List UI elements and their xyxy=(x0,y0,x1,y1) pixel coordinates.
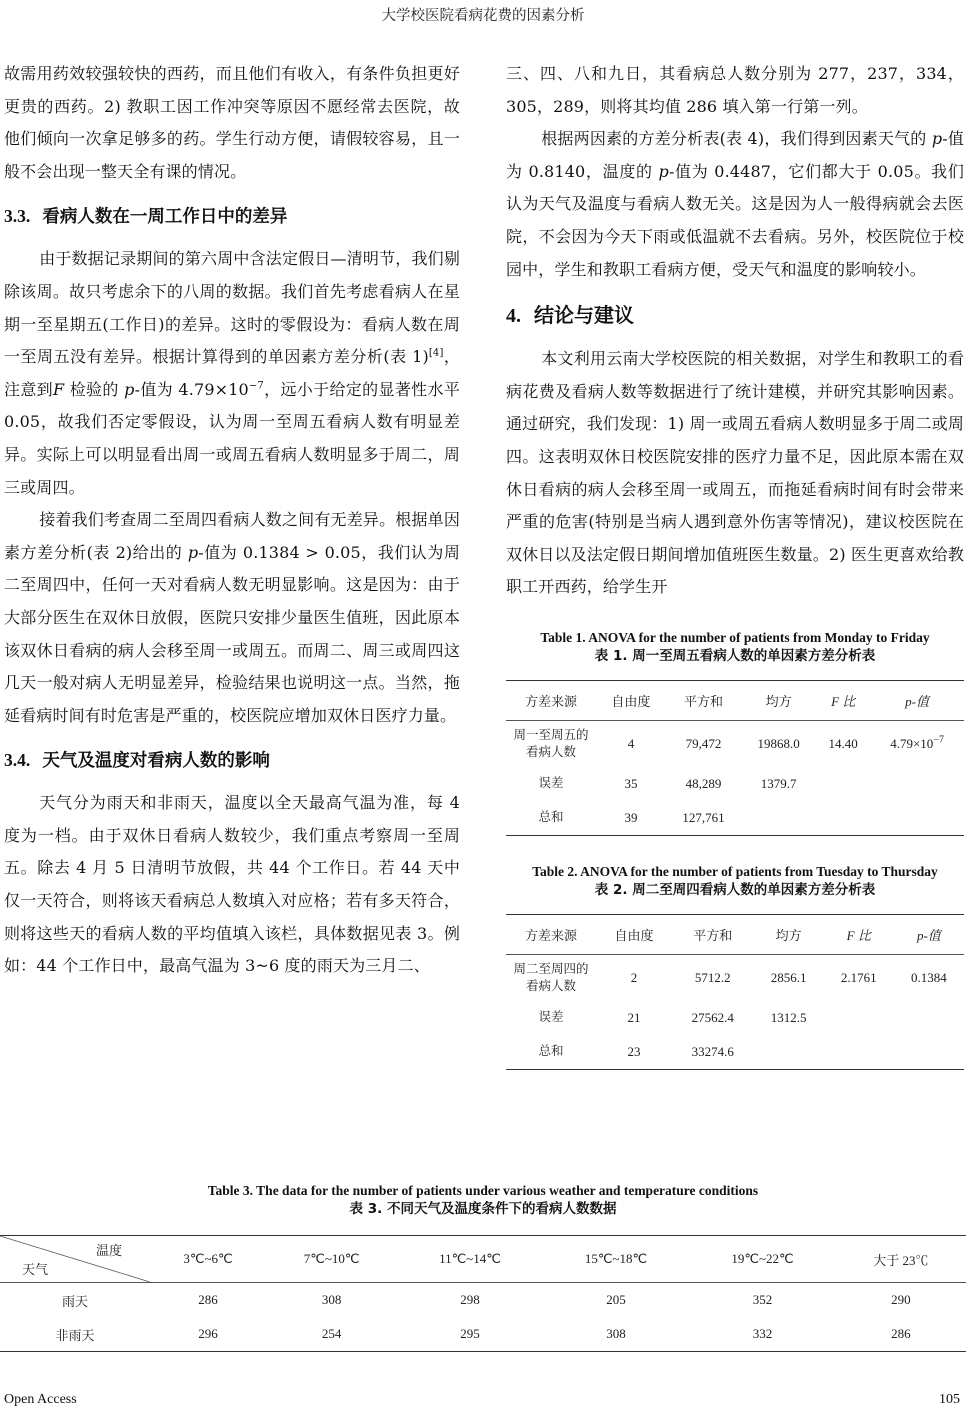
table-row xyxy=(506,801,964,836)
table-cell: 21 xyxy=(627,1009,641,1025)
column-header: 均方 xyxy=(741,680,816,720)
table-cell: 27562.4 xyxy=(691,1009,734,1025)
text-span: -值为 0.1384 > 0.05，我们认为周二至周四中，任何一天对看病人数无明显影响。这是因为：由于大部分医生在双休日放假，医院只安排少量医生值班，因此原本该双休日看病的病人会移至周一或周五。而周二、周三或周四这几天一般对病人无明显差异，检验结果也说明这一点。当然，拖延看病时间有时危害是严重的，校医院应增加双休日医疗力量。 xyxy=(4,542,460,725)
table-cell: 295 xyxy=(397,1317,542,1352)
paragraph-left-4: 天气分为雨天和非雨天，温度以全天最高气温为准，每 4 度为一档。由于双休日看病人数较少，我们重点考察周一至周五。除去 4 月 5 日清明节放假，共 44 个工作日。若 44 天中仅一天符合，则将该天看病总人数填入对应格；若有多天符合，则将这些天的看病人数的平均值填入该栏，具体数据见表 3。例如：44 个工作日中，最高气温为 3~6 度的雨天为三月二、 xyxy=(4,793,460,976)
row-label: 非雨天 xyxy=(0,1317,150,1352)
table-3-caption-zh: 表 3. 不同天气及温度条件下的看病人数数据 xyxy=(349,1201,617,1217)
text-span: ，注意到 xyxy=(4,347,460,399)
text-span: 根据两因素的方差分析表(表 4)，我们得到因素天气的 xyxy=(541,129,932,149)
p-exponent: −7 xyxy=(933,734,944,746)
paragraph-right-1: 三、四、八和九日，其看病总人数分别为 277，237，334，305，289，则将其均值 286 填入第一行第一列。 xyxy=(506,64,964,116)
section-title: 结论与建议 xyxy=(533,303,634,328)
row-label: 雨天 xyxy=(61,1293,88,1309)
diagonal-header-cell xyxy=(0,1236,150,1282)
table-3-block xyxy=(0,1183,966,1352)
corner-label-weather: 天气 xyxy=(22,1262,49,1277)
table-cell: 352 xyxy=(752,1292,773,1307)
table-cell: 39 xyxy=(596,801,666,836)
column-header: 15℃~18℃ xyxy=(543,1236,690,1283)
table-cell: 误差 xyxy=(538,1010,564,1025)
table-cell: 2856.1 xyxy=(770,969,807,985)
table-cell: 205 xyxy=(606,1292,626,1307)
table-cell: 23 xyxy=(596,1035,672,1070)
table-cell: 2.1761 xyxy=(840,969,877,985)
table-cell: 总和 xyxy=(506,1035,596,1070)
column-header: 3℃~6℃ xyxy=(150,1236,266,1283)
table-row xyxy=(506,954,964,1001)
text-span: 检验的 xyxy=(64,379,125,399)
citation-ref: [4] xyxy=(428,347,444,359)
math-p: p xyxy=(124,379,135,399)
column-header: 自由度 xyxy=(596,680,666,720)
table-cell: 35 xyxy=(624,775,638,791)
table-1-block xyxy=(506,630,964,836)
table-cell: 308 xyxy=(543,1317,690,1352)
table-cell xyxy=(870,720,964,767)
table-cell: 5712.2 xyxy=(694,969,731,985)
table-row xyxy=(506,720,964,767)
column-header: 大于 23℃ xyxy=(836,1236,966,1283)
math-p: p xyxy=(931,129,943,149)
paragraph-left-1: 故需用药效较强较快的西药，而且他们有收入，有条件负担更好更贵的西药。2) 教职工因工作冲突等原因不愿经常去医院，故他们倾向一次拿足够多的药。学生行动方便，请假较容易，且一般不会出现一整天全有课的情况。 xyxy=(4,64,460,181)
table-cell xyxy=(754,1035,824,1070)
table-cell: 286 xyxy=(198,1292,218,1307)
table-3 xyxy=(0,1235,966,1352)
table-cell: 1312.5 xyxy=(770,1009,807,1025)
math-exponent: −7 xyxy=(248,380,264,392)
column-header: 平方和 xyxy=(672,914,754,954)
table-row xyxy=(506,1035,964,1070)
table-2-caption-en: Table 2. ANOVA for the number of patients from Tuesday to Thursday xyxy=(532,863,938,879)
math-f: F xyxy=(53,379,65,399)
table-header-row xyxy=(506,680,964,720)
table-row xyxy=(0,1283,966,1318)
table-header-row xyxy=(506,914,964,954)
table-row xyxy=(0,1317,966,1352)
math-p: p xyxy=(658,161,669,181)
table-cell: 48,289 xyxy=(685,775,722,791)
paragraph-left-2 xyxy=(4,243,460,504)
column-header: p-值 xyxy=(870,680,964,720)
table-1 xyxy=(506,680,964,836)
column-header: 19℃~22℃ xyxy=(689,1236,836,1283)
table-cell: 332 xyxy=(689,1317,836,1352)
section-number: 3.3. xyxy=(4,206,31,227)
table-cell xyxy=(816,801,870,836)
table-cell xyxy=(870,801,964,836)
table-2 xyxy=(506,914,964,1070)
table-header-row xyxy=(0,1236,966,1283)
table-2-block xyxy=(506,864,964,1070)
table-cell xyxy=(894,1001,964,1035)
table-cell: 周一至周五的看病人数 xyxy=(513,727,589,759)
table-1-caption-zh: 表 1. 周一至周五看病人数的单因素方差分析表 xyxy=(594,647,876,664)
table-1-caption-en: Table 1. ANOVA for the number of patients from Monday to Friday xyxy=(540,629,930,645)
footer-open-access: Open Access xyxy=(4,1392,77,1407)
column-header: p-值 xyxy=(894,914,964,954)
section-3-4-heading xyxy=(4,744,460,777)
table-cell xyxy=(894,1035,964,1070)
column-header: F 比 xyxy=(824,914,894,954)
table-cell xyxy=(741,801,816,836)
table-cell xyxy=(870,767,964,801)
section-title: 看病人数在一周工作日中的差异 xyxy=(42,207,288,228)
column-header: 方差来源 xyxy=(506,680,596,720)
text-span: 接着我们考查周二至周四看病人数之间有无差异。根据单因素方差分析(表 2)给出的 xyxy=(4,510,460,562)
column-header: 7℃~10℃ xyxy=(266,1236,397,1283)
p-value: 4.79×10 xyxy=(890,735,934,751)
text-span: -值为 4.79×10 xyxy=(134,379,249,399)
section-title: 天气及温度对看病人数的影响 xyxy=(42,751,270,772)
text-span: -值为 0.4487，它们都大于 0.05。我们认为天气及温度与看病人数无关。这是因为人一般得病就会去医院，不会因为今天下雨或低温就不去看病。另外，校医院位于校园中，学生和教职工看病方便，受天气和温度的影响较小。 xyxy=(506,161,964,279)
table-cell: 296 xyxy=(150,1317,266,1352)
table-cell: 290 xyxy=(891,1292,911,1307)
column-header: 11℃~14℃ xyxy=(397,1236,542,1283)
table-cell: 4 xyxy=(627,735,635,751)
column-header: 方差来源 xyxy=(506,914,596,954)
table-cell: 286 xyxy=(836,1317,966,1352)
paragraph-left-3 xyxy=(4,504,460,732)
column-header: 自由度 xyxy=(596,914,672,954)
table-row xyxy=(506,1001,964,1035)
table-cell: 2 xyxy=(630,969,638,985)
table-cell xyxy=(824,1035,894,1070)
table-cell: 误差 xyxy=(538,776,564,791)
table-cell: 127,761 xyxy=(666,801,741,836)
paragraph-right-3: 本文利用云南大学校医院的相关数据，对学生和教职工的看病花费及看病人数等数据进行了统计建模，并研究其影响因素。通过研究，我们发现：1) 周一或周五看病人数明显多于周二或周四。这表明双休日校医院安排的医疗力量不足，因此原本需在双休日看病的病人会移至周一或周五，而拖延看病时间有时会带来严重的危害(特别是当病人遇到意外伤害等情况)，建议校医院在双休日以及法定假日期间增加值班医生数量。2) 医生更喜欢给教职工开西药，给学生开 xyxy=(506,349,965,597)
text-span: ，远小于给定的显著性水平 0.05，故我们否定零假设，认为周一至周五看病人数有明显差异。实际上可以明显看出周一或周五看病人数明显多于周二，周三或周四。 xyxy=(4,379,460,497)
corner-header xyxy=(0,1236,150,1283)
text-span: -值为 0.8140，温度的 xyxy=(506,129,964,181)
table-cell xyxy=(816,767,870,801)
section-4-heading xyxy=(506,298,964,333)
table-row xyxy=(506,767,964,801)
section-number: 3.4. xyxy=(4,750,31,771)
table-cell: 14.40 xyxy=(828,735,858,751)
section-number: 4. xyxy=(506,305,521,328)
table-cell xyxy=(824,1001,894,1035)
table-cell: 298 xyxy=(460,1292,480,1307)
table-cell: 周二至周四的看病人数 xyxy=(513,961,589,993)
right-column xyxy=(506,58,964,1070)
page-number: 105 xyxy=(939,1392,960,1407)
table-cell: 总和 xyxy=(506,801,596,836)
section-3-3-heading xyxy=(4,200,460,233)
paragraph-right-2 xyxy=(506,123,964,286)
math-p: p xyxy=(187,542,199,562)
table-cell: 1379.7 xyxy=(760,775,797,791)
left-column xyxy=(4,58,460,983)
table-2-caption-zh: 表 2. 周二至周四看病人数的单因素方差分析表 xyxy=(594,881,876,898)
table-cell: 33274.6 xyxy=(672,1035,754,1070)
table-cell: 308 xyxy=(321,1292,342,1307)
column-header: F 比 xyxy=(816,680,870,720)
table-3-caption-en: Table 3. The data for the number of patients under various weather and temperature conditions xyxy=(207,1183,759,1198)
table-cell: 79,472 xyxy=(685,735,722,751)
text-span: 由于数据记录期间的第六周中含法定假日—清明节，我们剔除该周。故只考虑余下的八周的数据。我们首先考虑看病人在星期一至星期五(工作日)的差异。这时的零假设为：看病人数在周一至周五没有差异。根据计算得到的单因素方差分析(表 1) xyxy=(4,249,460,367)
table-cell: 254 xyxy=(266,1317,397,1352)
column-header: 平方和 xyxy=(666,680,741,720)
column-header: 均方 xyxy=(754,914,824,954)
running-head: 大学校医院看病花费的因素分析 xyxy=(381,8,585,24)
table-cell: 0.1384 xyxy=(911,969,947,985)
corner-label-temperature: 温度 xyxy=(95,1243,122,1258)
table-cell: 19868.0 xyxy=(757,735,800,751)
